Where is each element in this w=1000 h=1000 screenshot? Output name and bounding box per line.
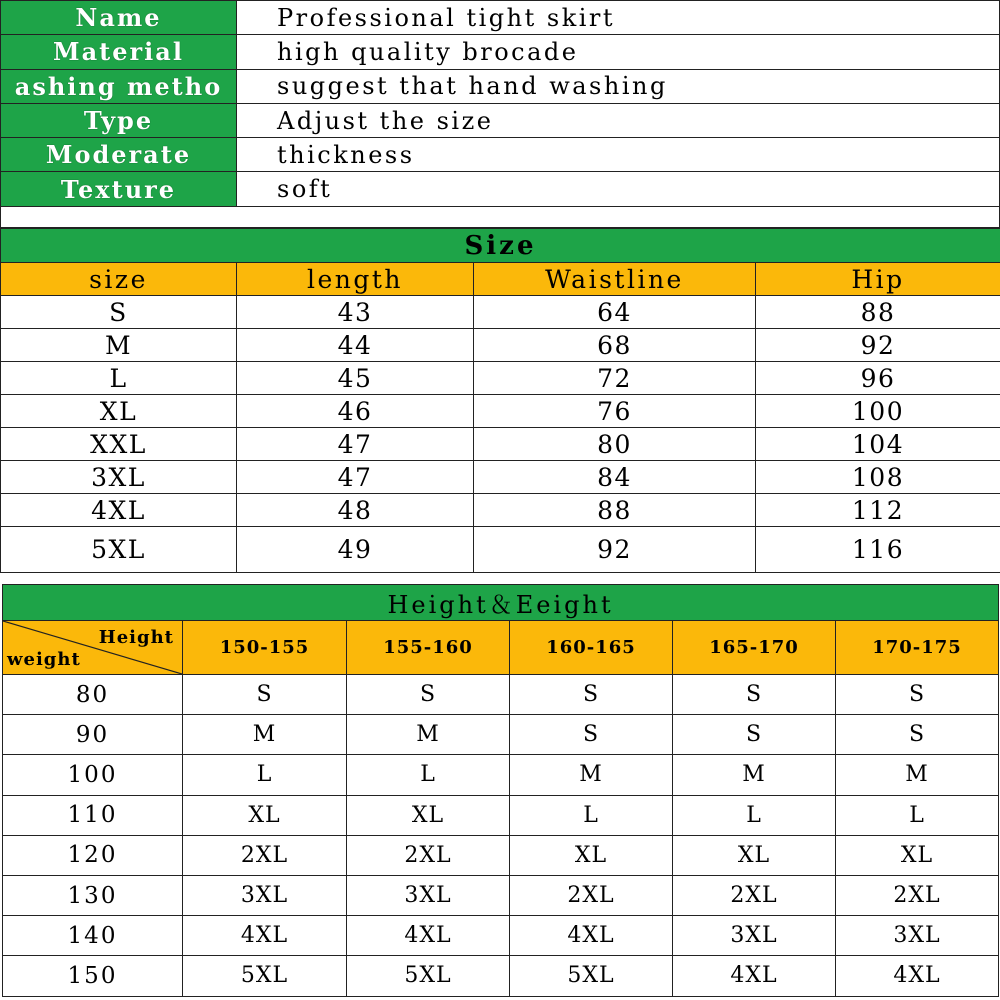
- table-cell: 47: [237, 461, 474, 494]
- product-info-table: [0, 0, 1000, 228]
- size-cell: 2XL: [183, 835, 347, 875]
- table-cell: 108: [756, 461, 1000, 494]
- size-cell: S: [510, 715, 673, 755]
- hw-table-body: [3, 675, 999, 997]
- height-weight-table: [2, 584, 999, 997]
- size-cell: M: [347, 715, 510, 755]
- size-table-header-row: [1, 263, 1000, 296]
- table-row: [1, 527, 1000, 573]
- table-row: [3, 675, 999, 715]
- height-range-header: 160-165: [510, 621, 673, 675]
- spacer-cell: [1, 206, 1000, 227]
- table-cell: 48: [237, 494, 474, 527]
- corner-header-cell: [3, 621, 183, 675]
- info-value: soft: [237, 172, 1000, 206]
- info-value: Professional tight skirt: [237, 1, 1000, 35]
- weight-cell: 150: [3, 956, 183, 996]
- table-row: [1, 329, 1000, 362]
- size-cell: 2XL: [510, 875, 673, 915]
- size-cell: L: [510, 795, 673, 835]
- info-row-texture: [1, 172, 1000, 206]
- size-cell: M: [673, 755, 836, 795]
- size-cell: 5XL: [183, 956, 347, 996]
- table-cell: 88: [756, 296, 1000, 329]
- table-cell: L: [1, 362, 237, 395]
- column-header: Waistline: [474, 263, 756, 296]
- column-header: Hip: [756, 263, 1000, 296]
- size-cell: 2XL: [673, 875, 836, 915]
- weight-cell: 120: [3, 835, 183, 875]
- hw-table-title-row: [3, 585, 999, 621]
- corner-height-label: Height: [98, 627, 174, 648]
- info-value: high quality brocade: [237, 35, 1000, 69]
- weight-cell: 140: [3, 916, 183, 956]
- table-row: [1, 296, 1000, 329]
- info-value: suggest that hand washing: [237, 69, 1000, 103]
- table-cell: XL: [1, 395, 237, 428]
- size-cell: 4XL: [347, 916, 510, 956]
- table-row: [1, 362, 1000, 395]
- table-cell: 116: [756, 527, 1000, 573]
- size-cell: M: [836, 755, 999, 795]
- column-header: length: [237, 263, 474, 296]
- table-cell: 112: [756, 494, 1000, 527]
- size-cell: 3XL: [183, 875, 347, 915]
- table-cell: 72: [474, 362, 756, 395]
- size-cell: XL: [836, 835, 999, 875]
- info-value: thickness: [237, 138, 1000, 172]
- size-cell: XL: [510, 835, 673, 875]
- size-cell: S: [673, 715, 836, 755]
- size-cell: S: [836, 715, 999, 755]
- corner-weight-label: weight: [7, 649, 81, 670]
- info-label: Material: [1, 35, 237, 69]
- size-table-title-row: [1, 229, 1000, 263]
- table-row: [3, 956, 999, 996]
- size-table: [0, 228, 1000, 573]
- table-cell: 100: [756, 395, 1000, 428]
- height-range-header: 165-170: [673, 621, 836, 675]
- size-cell: S: [836, 675, 999, 715]
- table-cell: 68: [474, 329, 756, 362]
- table-cell: XXL: [1, 428, 237, 461]
- height-range-header: 150-155: [183, 621, 347, 675]
- table-cell: 43: [237, 296, 474, 329]
- table-cell: 47: [237, 428, 474, 461]
- info-label: Moderate: [1, 138, 237, 172]
- table-cell: S: [1, 296, 237, 329]
- size-cell: 5XL: [347, 956, 510, 996]
- table-row: [1, 395, 1000, 428]
- size-cell: 4XL: [836, 956, 999, 996]
- size-cell: L: [673, 795, 836, 835]
- table-cell: 3XL: [1, 461, 237, 494]
- info-label: Texture: [1, 172, 237, 206]
- column-header: size: [1, 263, 237, 296]
- height-range-header: 155-160: [347, 621, 510, 675]
- size-cell: S: [183, 675, 347, 715]
- info-label: Type: [1, 103, 237, 137]
- weight-cell: 80: [3, 675, 183, 715]
- table-row: [3, 755, 999, 795]
- info-label: ashing metho: [1, 69, 237, 103]
- table-row: [3, 835, 999, 875]
- size-cell: 4XL: [510, 916, 673, 956]
- size-cell: 4XL: [183, 916, 347, 956]
- table-cell: M: [1, 329, 237, 362]
- hw-table-title: Height＆Eeight: [3, 585, 999, 621]
- size-cell: XL: [183, 795, 347, 835]
- table-row: [1, 494, 1000, 527]
- size-cell: M: [183, 715, 347, 755]
- table-cell: 92: [474, 527, 756, 573]
- size-table-title: Size: [1, 229, 1000, 263]
- size-cell: S: [673, 675, 836, 715]
- info-value: Adjust the size: [237, 103, 1000, 137]
- size-table-body: [1, 296, 1000, 573]
- weight-cell: 110: [3, 795, 183, 835]
- table-row: [1, 461, 1000, 494]
- table-cell: 4XL: [1, 494, 237, 527]
- table-row: [3, 795, 999, 835]
- info-row-moderate: [1, 138, 1000, 172]
- table-cell: 88: [474, 494, 756, 527]
- size-cell: 4XL: [673, 956, 836, 996]
- hw-table-header-row: [3, 621, 999, 675]
- size-cell: 3XL: [836, 916, 999, 956]
- info-row-washing: [1, 69, 1000, 103]
- size-cell: XL: [673, 835, 836, 875]
- size-cell: L: [836, 795, 999, 835]
- table-cell: 45: [237, 362, 474, 395]
- size-cell: 3XL: [673, 916, 836, 956]
- table-cell: 64: [474, 296, 756, 329]
- size-cell: L: [347, 755, 510, 795]
- size-cell: S: [347, 675, 510, 715]
- table-cell: 46: [237, 395, 474, 428]
- info-spacer-row: [1, 206, 1000, 227]
- table-cell: 96: [756, 362, 1000, 395]
- table-cell: 84: [474, 461, 756, 494]
- table-cell: 76: [474, 395, 756, 428]
- size-cell: L: [183, 755, 347, 795]
- info-label: Name: [1, 1, 237, 35]
- table-row: [3, 875, 999, 915]
- height-range-header: 170-175: [836, 621, 999, 675]
- table-cell: 104: [756, 428, 1000, 461]
- table-row: [1, 428, 1000, 461]
- table-cell: 49: [237, 527, 474, 573]
- table-row: [3, 916, 999, 956]
- size-cell: 5XL: [510, 956, 673, 996]
- table-cell: 92: [756, 329, 1000, 362]
- info-row-type: [1, 103, 1000, 137]
- table-row: [3, 715, 999, 755]
- size-cell: 2XL: [836, 875, 999, 915]
- info-row-name: [1, 1, 1000, 35]
- weight-cell: 130: [3, 875, 183, 915]
- weight-cell: 90: [3, 715, 183, 755]
- table-cell: 44: [237, 329, 474, 362]
- info-row-material: [1, 35, 1000, 69]
- table-cell: 5XL: [1, 527, 237, 573]
- weight-cell: 100: [3, 755, 183, 795]
- size-cell: S: [510, 675, 673, 715]
- size-cell: 3XL: [347, 875, 510, 915]
- size-cell: 2XL: [347, 835, 510, 875]
- size-cell: M: [510, 755, 673, 795]
- table-cell: 80: [474, 428, 756, 461]
- size-cell: XL: [347, 795, 510, 835]
